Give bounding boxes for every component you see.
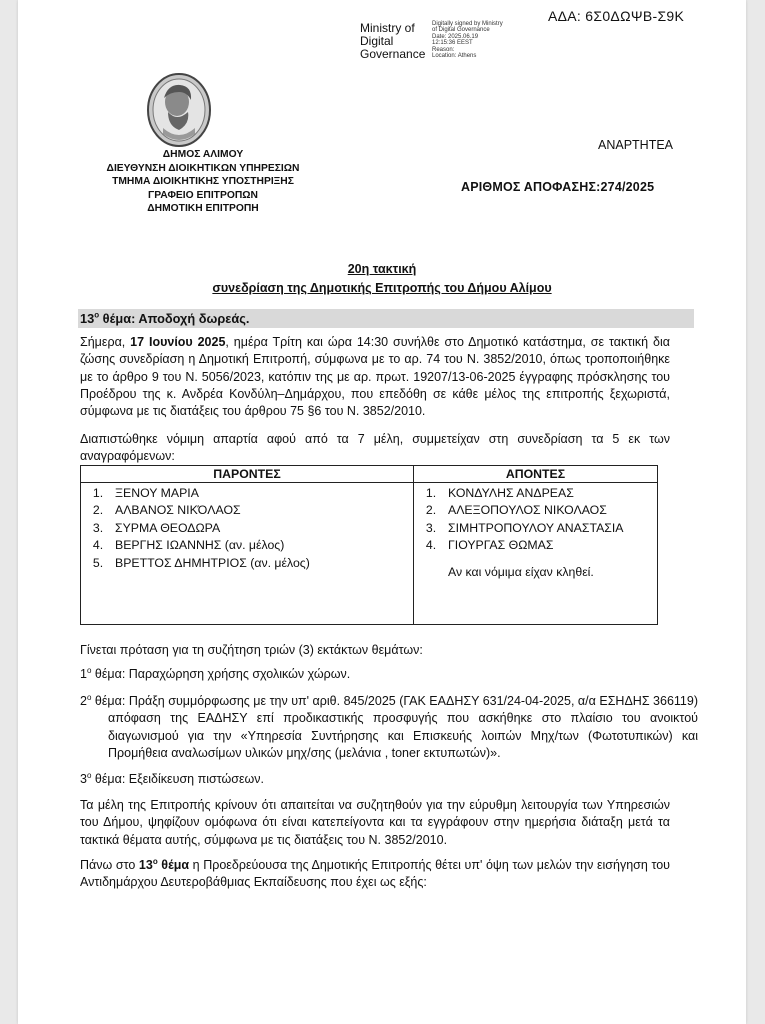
- ada-code: ΑΔΑ: 6Σ0ΔΩΨΒ-Σ9Κ: [548, 8, 685, 24]
- attendance-table: [80, 465, 658, 625]
- list-item: 2. ΑΛΒΑΝΟΣ ΝΙΚΌΛΑΟΣ: [92, 503, 241, 518]
- extra-topic-1: $1^o$ θέμα: Παραχώρηση χρήσης σχολικών χώρων.: [80, 665, 351, 681]
- decision-number: ΑΡΙΘΜΟΣ ΑΠΟΦΑΣΗΣ:274/2025: [461, 180, 655, 194]
- absent-note: Αν και νόμιμα είχαν κληθεί.: [448, 564, 594, 579]
- proposal-paragraph: Γίνεται πρόταση για τη συζήτηση τριών (3) εκτάκτων θεμάτων:: [80, 643, 423, 657]
- absent-list: [414, 483, 658, 625]
- list-item: 2. ΑΛΕΞΟΠΟΥΛΟΣ ΝΙΚΟΛΑΟΣ: [425, 503, 607, 518]
- closing-topic-ref: $13^o$ θέμα: [138, 856, 190, 872]
- extra-topic-2: $2^o$ θέμα: Πράξη συμμόρφωσης με την υπ' αριθ. 845/2025 (ΓΑΚ ΕΑΔΗΣΥ 631/24-04-2025, α/α ΕΣΗΔΗΣ 366119) απόφαση της ΕΑΔΗΣΥ επί προδικαστικής προσφυγής που ασκήθηκε στο πλαίσιο του ανοικτού διαγωνισμού για την «Υπηρεσία Συντήρησης και Επισκευής λοιπών Μηχ/των (Φωτοτυπικών) και Προμήθεια αναλωσίμων υλικών μηχ/σης (μελάνια , toner εκτυπωτών)».: [80, 692, 698, 760]
- intro-paragraph: Σήμερα, 17 Ιουνίου 2025, ημέρα Τρίτη και ώρα 14:30 συνήλθε στο Δημοτικό κατάστημα, σε τακτική δια ζώσης συνεδρίαση η Δημοτική Επιτροπή, σύμφωνα με το αρ. 74 του Ν. 3852/2010, όπως τροποποιήθηκε με το άρθρο 9 του Ν. 5056/2023, κατόπιν της με αρ. πρωτ. 19207/13-06-2025 έγγραφης πρόσκλησης του Προέδρου της κ. Ανδρέα Κονδύλη–Δημάρχου, που επεδόθη σε κάθε μέλος της επιτροπής ξεχωριστά, σύμφωνα με τις διατάξεις του άρθρου 75 §6 του Ν. 3852/2010.: [80, 335, 670, 419]
- extra-topic-3: $3^o$ θέμα: Εξειδίκευση πιστώσεων.: [80, 770, 265, 786]
- meeting-title-line1: 20η τακτική: [347, 262, 417, 276]
- absent-header: ΑΠΟΝΤΕΣ: [414, 466, 658, 483]
- quorum-paragraph: Διαπιστώθηκε νόμιμη απαρτία αφού από τα 7 μέλη, συμμετείχαν στη συνεδρίαση τα 5 εκ των αναγραφόμενων:: [80, 432, 670, 464]
- members-decide-paragraph: Τα μέλη της Επιτροπής κρίνουν ότι απαιτείται να συζητηθούν για την εύρυθμη λειτουργία των Υπηρεσιών του Δήμου, ψηφίζουν ομόφωνα ότι είναι κατεπείγοντα και τα εγγράφουν στην ημερήσια διάταξη μετά τα τακτικά θέματα αυτής, σύμφωνα με τις διατάξεις του Ν. 3852/2010.: [80, 798, 670, 847]
- closing-paragraph: Πάνω στο $13^o$ θέμα η Προεδρεύουσα της Δημοτικής Επιτροπής θέτει υπ' όψη των μελών την εισήγηση του Αντιδημάρχου Δευτεροβάθμιας Εκπαίδευσης που έχει ως εξής:: [80, 856, 670, 890]
- meeting-title-line2: συνεδρίαση της Δημοτικής Επιτροπής του Δήμου Αλίμου: [212, 281, 552, 295]
- list-item: 3. ΣΙΜΗΤΡΟΠΟΥΛΟΥ ΑΝΑΣΤΑΣΙΑ: [425, 520, 624, 535]
- list-item: 1. ΞΕΝΟΥ ΜΑΡΙΑ: [92, 486, 199, 500]
- list-item: 4. ΒΕΡΓΗΣ ΙΩΑΝΝΗΣ (αν. μέλος): [92, 538, 285, 553]
- publish-label: ΑΝΑΡΤΗΤΕΑ: [598, 138, 674, 152]
- municipality-seal-icon: [146, 72, 212, 148]
- ministry-signature-label: Ministry of Digital Governance: [360, 21, 426, 61]
- document-page: [18, 0, 746, 1024]
- digital-signature-details: Digitally signed by Ministry of Digital Governance Date: 2025.06.19 12:15:36 EEST Reason: Location: Athens: [432, 21, 503, 60]
- present-header: ΠΑΡΟΝΤΕΣ: [81, 466, 414, 483]
- organization-header: ΔΗΜΟΣ ΑΛΙΜΟΥ ΔΙΕΥΘΥΝΣΗ ΔΙΟΙΚΗΤΙΚΩΝ ΥΠΗΡΕΣΙΩΝ ΤΜΗΜΑ ΔΙΟΙΚΗΤΙΚΗΣ ΥΠΟΣΤΗΡΙΞΗΣ ΓΡΑΦΕΙΟ ΕΠΙΤΡΟΠΩΝ ΔΗΜΟΤΙΚΗ ΕΠΙΤΡΟΠΗ: [106, 149, 300, 215]
- list-item: 3. ΣΥΡΜΑ ΘΕΟΔΩΡΑ: [92, 520, 221, 535]
- topic-heading: $13^o$ θέμα: Αποδοχή δωρεάς.: [78, 309, 694, 328]
- present-list: [81, 483, 414, 625]
- list-item: 4. ΓΙΟΥΡΓΑΣ ΘΩΜΑΣ: [425, 538, 554, 553]
- list-item: 1. ΚΟΝΔΥΛΗΣ ΑΝΔΡΕΑΣ: [425, 486, 574, 500]
- list-item: 5. ΒΡΕΤΤΟΣ ΔΗΜΗΤΡΙΟΣ (αν. μέλος): [92, 555, 310, 570]
